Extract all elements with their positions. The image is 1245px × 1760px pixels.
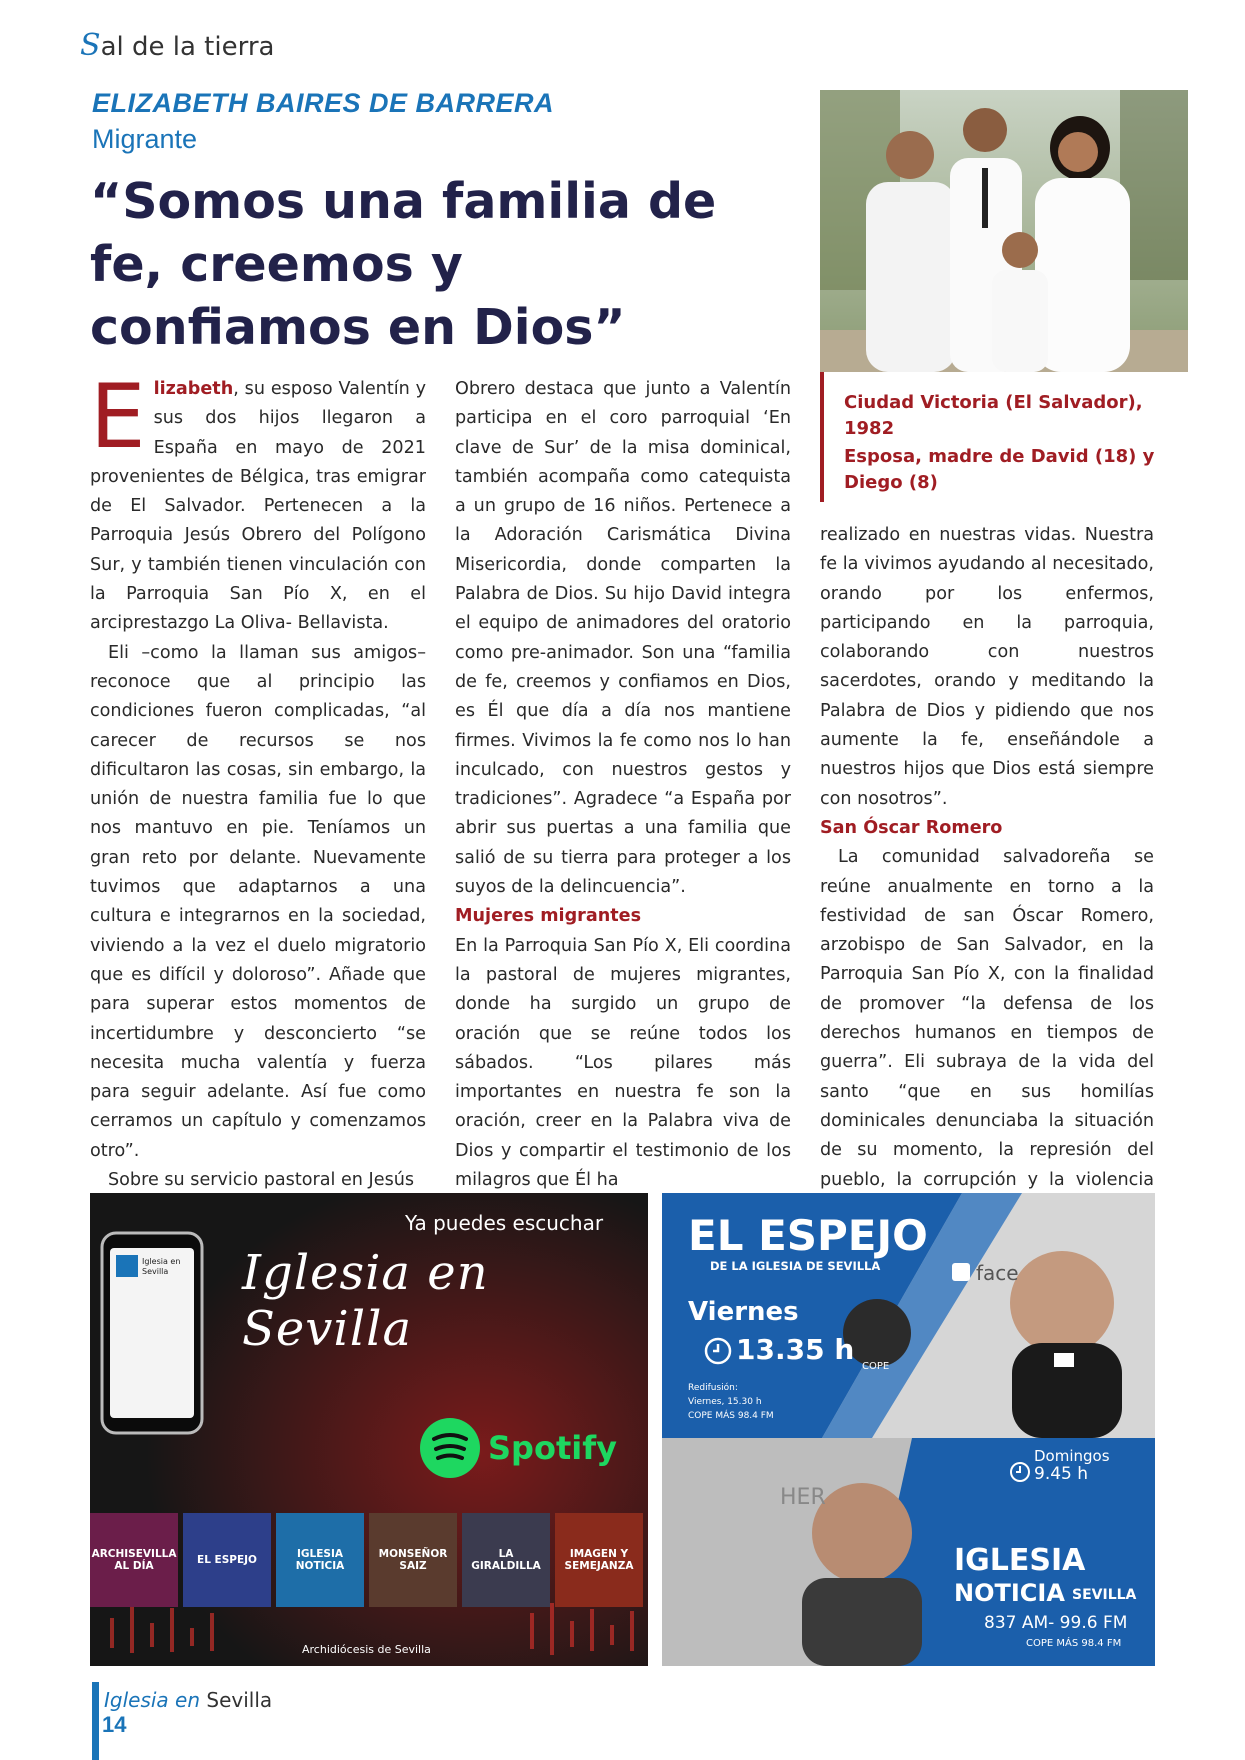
iglesia-noticia-title-3: SEVILLA [1072, 1587, 1137, 1603]
redifusion-station: COPE MÁS 98.4 FM [688, 1411, 774, 1421]
footer-bar [92, 1682, 99, 1760]
redifusion-time: Viernes, 15.30 h [688, 1397, 762, 1407]
redifusion-label: Redifusión: [688, 1383, 738, 1393]
paragraph: Sobre su servicio pastoral en Jesús [108, 1170, 415, 1191]
paragraph: La comunidad salvadoreña se reúne anualmente en torno a la festividad de san Óscar Romero, arzobispo de San Salvador, en la Parroquia San Pío X, con la finalidad de promover “la defensa de los derechos humanos en tiempos de guerra”. Eli subraya de la vida del santo “que en sus homilías dominicales denunciaba la situación de su momento, la represión del pueblo, la corrupción y la violencia [820, 847, 1154, 1190]
bio-origin: Ciudad Victoria (El Salvador), 1982 [844, 392, 1143, 439]
el-espejo-title: EL ESPEJO [688, 1211, 928, 1260]
phone-app-title: Iglesia en Sevilla [142, 1257, 181, 1276]
interviewee-name: ELIZABETH BAIRES DE BARRERA [92, 88, 555, 118]
studio-sign: HER [780, 1485, 826, 1510]
thumb-iglesia-noticia[interactable]: IGLESIA NOTICIA [276, 1513, 364, 1607]
subheading-san-oscar-romero: San Óscar Romero [820, 817, 1003, 838]
paragraph: Eli –como la llaman sus amigos– reconoce que al principio las condiciones fueron complicadas, “al carecer de recursos se nos dificultaron las cosas, sin embargo, la unión de nuestra familia fue lo que nos mantuvo en pie. Teníamos un gran reto por delante. Nuevamente tuvimos que adaptarnos a una cultura e integrarnos en la sociedad, viviendo a la vez el duelo migratorio que es difícil y doloroso”. Añade que para superar estos momentos de incertidumbre y desconcierto “se necesita mucha valentía y fuerza para seguir adelante. Así fue como cerramos un capítulo y comenzamos otro”. [90, 642, 426, 1161]
podcast-ad[interactable] [90, 1193, 648, 1666]
thumb-imagen-semejanza[interactable]: IMAGEN Y SEMEJANZA [555, 1513, 643, 1607]
radio-ad[interactable] [662, 1193, 1155, 1666]
iglesia-noticia-time: 9.45 h [1034, 1464, 1089, 1484]
el-espejo-time: 13.35 h [736, 1333, 855, 1366]
thumb-archisevilla[interactable]: ARCHISEVILLA AL DÍA [90, 1513, 178, 1607]
section-title: al de la tierra [100, 32, 275, 62]
family-photo [820, 90, 1188, 372]
iglesia-noticia-title-2: NOTICIA [954, 1579, 1065, 1607]
thumb-monsenor-saiz[interactable]: MONSEÑOR SAIZ [369, 1513, 457, 1607]
podcast-footer: Archidiócesis de Sevilla [302, 1643, 431, 1656]
el-espejo-day: Viernes [688, 1297, 799, 1327]
iglesia-noticia-title-1: IGLESIA [954, 1543, 1086, 1578]
section-header [80, 28, 274, 63]
spotify-label: Spotify [488, 1429, 617, 1467]
iglesia-noticia-frequency: 837 AM- 99.6 FM [984, 1613, 1128, 1633]
section-mark: S [80, 28, 101, 63]
facebook-label[interactable]: face [976, 1261, 1019, 1285]
bio-family: Esposa, madre de David (18) y Diego (8) [844, 446, 1155, 493]
podcast-title: Iglesia en Sevilla [242, 1245, 489, 1357]
headline: “Somos una familia de fe, creemos y confiamos en Dios” [90, 173, 717, 356]
article-column-2 [455, 375, 791, 1191]
footer-brand: Iglesia en Sevilla [104, 1688, 273, 1712]
page-number: 14 [102, 1712, 127, 1737]
lead-bold: lizabeth [153, 379, 234, 399]
iglesia-noticia-station: COPE MÁS 98.4 FM [1026, 1638, 1122, 1649]
paragraph: En la Parroquia San Pío X, Eli coordina la pastoral de mujeres migrantes, donde ha surgido un grupo de oración que se reúne todos los sábados. “Los pilares más importantes en nuestra fe son la oración, creer en la Palabra viva de Dios y compartir el testimonio de los milagros que Él ha [455, 935, 791, 1191]
el-espejo-subtitle: DE LA IGLESIA DE SEVILLA [710, 1259, 881, 1273]
paragraph: Obrero destaca que junto a Valentín participa en el coro parroquial ‘En clave de Sur’ de la misa dominical, también acompaña como catequista a un grupo de 16 niños. Pertenece a la Adoración Carismática Divina Misericordia, donde comparten la Palabra de Dios. Su hijo David integra el equipo de animadores del oratorio como pre-animador. Son una “familia de fe, creemos y confiamos en Dios, es Él que día a día nos mantiene firmes. Vivimos la fe como nos lo han inculcado, con nuestros gestos y tradiciones”. Agradece “a España por abrir sus puertas a una familia que salió de su tierra para proteger a los suyos de la delincuencia”. [455, 379, 791, 898]
paragraph: lizabeth, su esposo Valentín y sus dos hijos llegaron a España en mayo de 2021 provenientes de Bélgica, tras emigrar de El Salvador. Pertenecen a la Parroquia Jesús Obrero del Polígono Sur, y también tienen vinculación con la Parroquia San Pío X, en el arciprestazgo La Oliva- Bellavista. [90, 379, 426, 634]
podcast-thumbnails [90, 1513, 648, 1608]
drop-cap: E [90, 365, 146, 468]
interviewee-role: Migrante [92, 124, 198, 154]
bio-box [820, 372, 1188, 502]
cope-mic-label: COPE [862, 1361, 890, 1372]
paragraph: realizado en nuestras vidas. Nuestra fe la vivimos ayudando al necesitado, orando por los enfermos, participando en la parroquia, colaborando con nuestros sacerdotes, orando y meditando la Palabra de Dios y pidiendo que nos aumente la fe, enseñándole a nuestros hijos que Dios está siempre con nosotros”. [820, 525, 1154, 809]
thumb-el-espejo[interactable]: EL ESPEJO [183, 1513, 271, 1607]
article-column-3 [820, 521, 1154, 1190]
article-column-1 [90, 365, 426, 1191]
subheading-mujeres-migrantes: Mujeres migrantes [455, 906, 642, 927]
iglesia-noticia-day: Domingos [1034, 1447, 1110, 1465]
thumb-la-giraldilla[interactable]: LA GIRALDILLA [462, 1513, 550, 1607]
podcast-tagline: Ya puedes escuchar [405, 1211, 604, 1235]
